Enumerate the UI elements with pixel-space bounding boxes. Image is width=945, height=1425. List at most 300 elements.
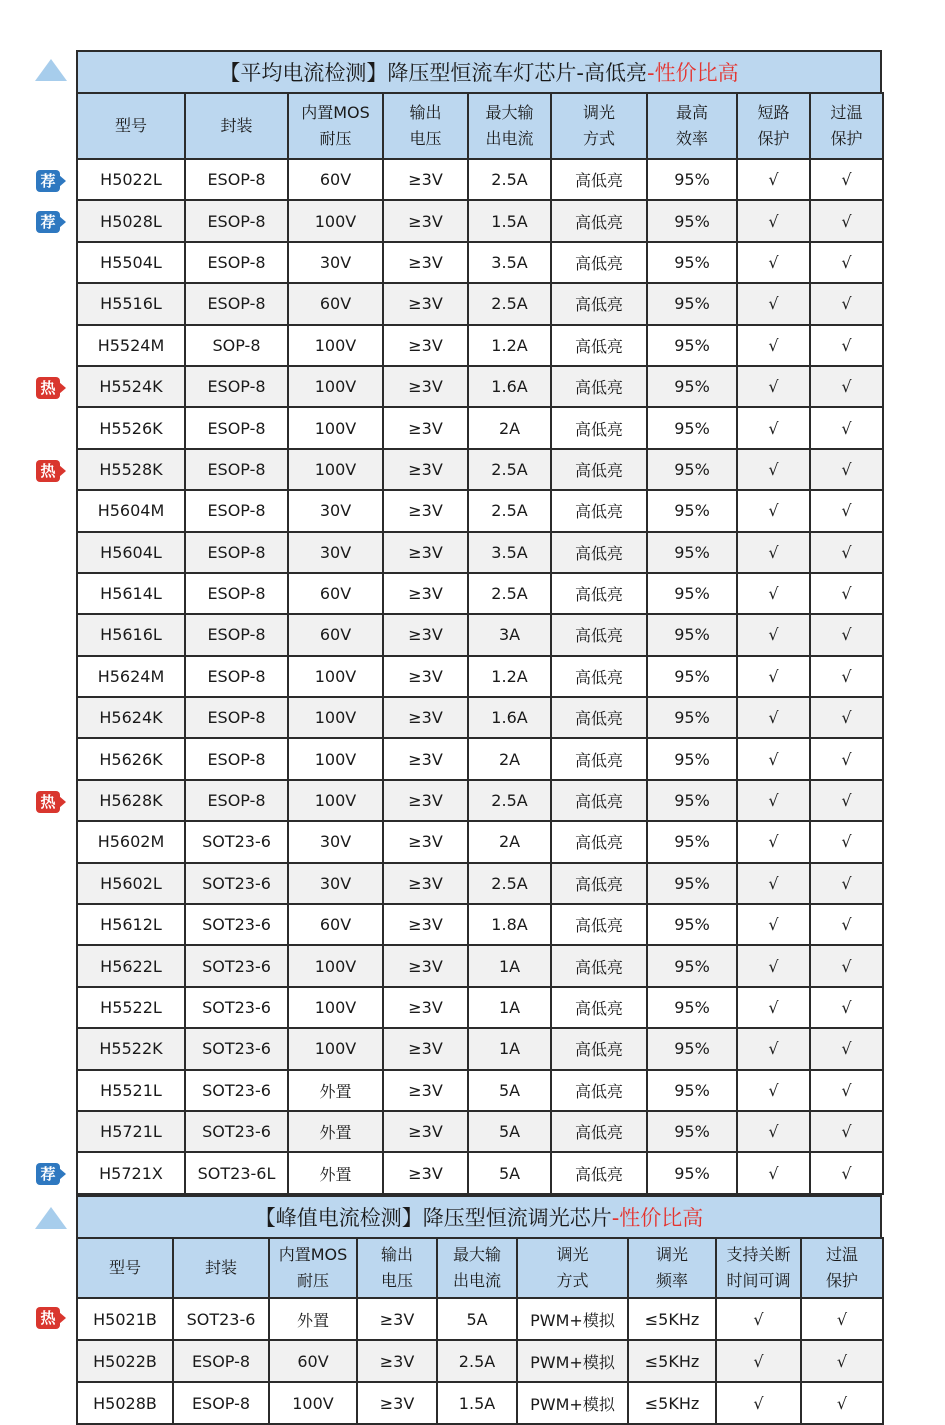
table-cell: ESOP-8 — [185, 656, 288, 697]
column-header-text: 型号 — [108, 1258, 141, 1277]
table-cell: ESOP-8 — [185, 242, 288, 283]
table-cell: H5624K — [77, 697, 185, 738]
column-header — [551, 93, 647, 159]
table-cell: ≥3V — [357, 1382, 437, 1424]
table-cell: SOT23-6 — [185, 987, 288, 1028]
table-cell: 高低亮 — [551, 780, 647, 821]
column-header-text: 封装 — [220, 116, 253, 135]
column-header-text: 保护 — [830, 129, 863, 148]
table-cell: H5504L — [77, 242, 185, 283]
table-cell: √ — [810, 325, 883, 366]
table-cell: H5022L — [77, 159, 185, 200]
table-cell: H5021B — [77, 1298, 173, 1340]
table-cell: √ — [810, 738, 883, 779]
badge-pointer — [59, 216, 66, 228]
table-cell: 95% — [647, 780, 737, 821]
recommend-badge-icon — [36, 1163, 66, 1185]
table-cell: 高低亮 — [551, 366, 647, 407]
table-cell: H5626K — [77, 738, 185, 779]
table-cell: 高低亮 — [551, 407, 647, 448]
table-cell: 60V — [269, 1340, 357, 1382]
table-cell: H5616L — [77, 614, 185, 655]
table-row — [77, 863, 883, 904]
table-cell: 30V — [288, 242, 383, 283]
table-cell: 2.5A — [468, 863, 551, 904]
column-header — [77, 93, 185, 159]
badge-label: 热 — [36, 791, 60, 813]
table-cell: 60V — [288, 904, 383, 945]
table-cell: ≥3V — [383, 656, 468, 697]
table-cell: 外置 — [269, 1298, 357, 1340]
table-cell: 1.5A — [468, 200, 551, 241]
table-cell: √ — [737, 738, 810, 779]
table-cell: 100V — [288, 325, 383, 366]
table-row — [77, 532, 883, 573]
table-cell: 100V — [288, 366, 383, 407]
table-cell: √ — [716, 1340, 801, 1382]
table-cell: ESOP-8 — [185, 780, 288, 821]
column-header-text: 型号 — [114, 116, 147, 135]
table-row — [77, 1382, 883, 1424]
table-cell: H5528K — [77, 449, 185, 490]
table-cell: 100V — [288, 1028, 383, 1069]
table-cell: 高低亮 — [551, 532, 647, 573]
column-header-text: 耐压 — [296, 1271, 329, 1290]
table-cell: √ — [737, 987, 810, 1028]
table-cell: 100V — [288, 987, 383, 1028]
hot-badge-icon — [36, 1307, 66, 1329]
table-row — [77, 366, 883, 407]
table-cell: √ — [737, 449, 810, 490]
table-cell: 高低亮 — [551, 863, 647, 904]
table-cell: ≤5KHz — [628, 1382, 716, 1424]
column-header — [357, 1238, 437, 1298]
table-cell: √ — [737, 573, 810, 614]
table-cell: PWM+模拟 — [517, 1382, 628, 1424]
table-cell: 1.2A — [468, 325, 551, 366]
table-cell: √ — [810, 407, 883, 448]
recommend-badge-icon — [36, 170, 66, 192]
table-cell: H5624M — [77, 656, 185, 697]
badge-pointer — [59, 175, 66, 187]
table-cell: ≥3V — [383, 283, 468, 324]
table-cell: √ — [737, 1028, 810, 1069]
section1-title — [76, 50, 882, 94]
table-cell: 95% — [647, 532, 737, 573]
table-row — [77, 1111, 883, 1152]
table-row — [77, 904, 883, 945]
triangle-icon — [35, 1207, 67, 1229]
table-cell: SOT23-6 — [185, 863, 288, 904]
column-header — [269, 1238, 357, 1298]
table-row — [77, 1298, 883, 1340]
hot-badge-icon — [36, 377, 66, 399]
column-header — [173, 1238, 269, 1298]
table-cell: H5622L — [77, 945, 185, 986]
column-header — [737, 93, 810, 159]
section1-title-highlight: -性价比高 — [647, 61, 739, 85]
table-cell: ≥3V — [383, 1028, 468, 1069]
table-row — [77, 490, 883, 531]
table-cell: 1.2A — [468, 656, 551, 697]
table-cell: 95% — [647, 697, 737, 738]
table-row — [77, 1070, 883, 1111]
table-cell: √ — [810, 904, 883, 945]
column-header-text: 输出 — [409, 103, 442, 122]
column-header — [628, 1238, 716, 1298]
table-cell: 30V — [288, 490, 383, 531]
table-row — [77, 945, 883, 986]
column-header-text: 保护 — [757, 129, 790, 148]
column-header — [716, 1238, 801, 1298]
table-cell: 5A — [468, 1070, 551, 1111]
table-cell: √ — [810, 945, 883, 986]
table-cell: H5522K — [77, 1028, 185, 1069]
table-cell: ESOP-8 — [185, 283, 288, 324]
table-cell: ESOP-8 — [185, 490, 288, 531]
table-cell: 100V — [288, 945, 383, 986]
table-cell: 高低亮 — [551, 490, 647, 531]
column-header — [647, 93, 737, 159]
section1-table — [76, 92, 884, 1195]
table-cell: 60V — [288, 283, 383, 324]
table-cell: 95% — [647, 366, 737, 407]
table-cell: ESOP-8 — [173, 1382, 269, 1424]
table-cell: ≥3V — [383, 904, 468, 945]
table-row — [77, 821, 883, 862]
table-cell: H5602M — [77, 821, 185, 862]
column-header-text: 内置MOS — [301, 103, 370, 122]
table-cell: 100V — [288, 738, 383, 779]
column-header — [801, 1238, 883, 1298]
table-cell: 高低亮 — [551, 614, 647, 655]
table-cell: √ — [810, 1152, 883, 1193]
table-cell: 95% — [647, 407, 737, 448]
table-cell: 100V — [288, 697, 383, 738]
table-cell: 1.6A — [468, 366, 551, 407]
table-row — [77, 987, 883, 1028]
table-cell: 95% — [647, 1152, 737, 1193]
table-cell: H5602L — [77, 863, 185, 904]
table-cell: 2.5A — [468, 159, 551, 200]
table-cell: 高低亮 — [551, 904, 647, 945]
table-cell: ≥3V — [383, 945, 468, 986]
table-cell: ≥3V — [383, 697, 468, 738]
table-cell: ≥3V — [383, 1152, 468, 1193]
table-cell: 95% — [647, 449, 737, 490]
table-cell: ≥3V — [383, 1070, 468, 1111]
table-cell: 1A — [468, 945, 551, 986]
column-header-text: 调光 — [556, 1245, 589, 1264]
table-cell: √ — [810, 780, 883, 821]
table-cell: 2A — [468, 407, 551, 448]
table-cell: 3A — [468, 614, 551, 655]
recommend-badge-icon — [36, 211, 66, 233]
table-row — [77, 159, 883, 200]
column-header — [810, 93, 883, 159]
badge-label: 热 — [36, 1307, 60, 1329]
column-header — [517, 1238, 628, 1298]
column-header-text: 效率 — [675, 129, 708, 148]
table-cell: 5A — [468, 1152, 551, 1193]
table-cell: 高低亮 — [551, 1152, 647, 1193]
table-cell: ≥3V — [383, 159, 468, 200]
table-cell: 95% — [647, 325, 737, 366]
table-cell: SOP-8 — [185, 325, 288, 366]
column-header-text: 最大输 — [452, 1245, 501, 1264]
table-cell: √ — [737, 159, 810, 200]
table-row — [77, 614, 883, 655]
table-cell: ESOP-8 — [185, 532, 288, 573]
table-cell: H5628K — [77, 780, 185, 821]
table-cell: 100V — [288, 407, 383, 448]
section2 — [76, 1195, 882, 1425]
table-cell: ≥3V — [383, 200, 468, 241]
table-cell: 高低亮 — [551, 1070, 647, 1111]
table-cell: √ — [737, 821, 810, 862]
table-cell: √ — [810, 697, 883, 738]
table-cell: 100V — [288, 200, 383, 241]
badge-pointer — [59, 1312, 66, 1324]
table-cell: ESOP-8 — [185, 697, 288, 738]
table-cell: √ — [810, 987, 883, 1028]
column-header-text: 内置MOS — [278, 1245, 348, 1264]
table-cell: ESOP-8 — [185, 449, 288, 490]
table-row — [77, 1340, 883, 1382]
table-cell: ESOP-8 — [185, 738, 288, 779]
table-cell: √ — [737, 366, 810, 407]
column-header-text: 调光 — [582, 103, 615, 122]
column-header-text: 方式 — [582, 129, 615, 148]
table-cell: √ — [810, 1028, 883, 1069]
table-cell: H5614L — [77, 573, 185, 614]
table-cell: ≥3V — [383, 242, 468, 283]
table-cell: 95% — [647, 904, 737, 945]
section2-title — [76, 1195, 882, 1239]
table-cell: 95% — [647, 490, 737, 531]
badge-pointer — [59, 465, 66, 477]
table-cell: 高低亮 — [551, 697, 647, 738]
section2-table — [76, 1237, 884, 1425]
column-header-text: 出电流 — [452, 1271, 501, 1290]
hot-badge-icon — [36, 791, 66, 813]
table-cell: ≥3V — [383, 738, 468, 779]
column-header-text: 电压 — [380, 1271, 413, 1290]
badge-pointer — [59, 1168, 66, 1180]
table-cell: √ — [737, 656, 810, 697]
table-cell: √ — [737, 200, 810, 241]
table-cell: 3.5A — [468, 242, 551, 283]
table-cell: 95% — [647, 1070, 737, 1111]
table-cell: 2A — [468, 738, 551, 779]
column-header — [383, 93, 468, 159]
table-cell: 外置 — [288, 1111, 383, 1152]
table-cell: ≥3V — [383, 449, 468, 490]
table-cell: PWM+模拟 — [517, 1298, 628, 1340]
table-cell: √ — [737, 1070, 810, 1111]
table-cell: 95% — [647, 614, 737, 655]
table-cell: √ — [801, 1298, 883, 1340]
table-row — [77, 242, 883, 283]
table-cell: √ — [737, 490, 810, 531]
table-cell: √ — [737, 532, 810, 573]
table-cell: ≥3V — [357, 1298, 437, 1340]
table-cell: H5526K — [77, 407, 185, 448]
table-cell: 高低亮 — [551, 821, 647, 862]
table-cell: ≥3V — [383, 863, 468, 904]
column-header-text: 调光 — [655, 1245, 688, 1264]
table-cell: 95% — [647, 242, 737, 283]
table-cell: ESOP-8 — [185, 366, 288, 407]
table-cell: √ — [810, 1111, 883, 1152]
table-cell: ≥3V — [383, 532, 468, 573]
table-cell: 95% — [647, 573, 737, 614]
table-cell: ≥3V — [383, 490, 468, 531]
table-row — [77, 449, 883, 490]
column-header-text: 过温 — [825, 1245, 858, 1264]
table-row — [77, 573, 883, 614]
table-row — [77, 780, 883, 821]
table-cell: 高低亮 — [551, 283, 647, 324]
table-cell: 1.6A — [468, 697, 551, 738]
table-cell: √ — [810, 614, 883, 655]
column-header-text: 电压 — [409, 129, 442, 148]
table-cell: H5522L — [77, 987, 185, 1028]
table-cell: √ — [810, 656, 883, 697]
table-cell: 3.5A — [468, 532, 551, 573]
table-cell: √ — [810, 449, 883, 490]
table-cell: 高低亮 — [551, 159, 647, 200]
table-cell: 高低亮 — [551, 200, 647, 241]
column-header-text: 最大输 — [485, 103, 534, 122]
table-cell: H5721X — [77, 1152, 185, 1193]
table-cell: √ — [810, 532, 883, 573]
table-cell: √ — [810, 242, 883, 283]
table-cell: SOT23-6 — [185, 1070, 288, 1111]
table-cell: √ — [810, 490, 883, 531]
table-cell: 60V — [288, 159, 383, 200]
badge-label: 荐 — [36, 211, 60, 233]
table-cell: 95% — [647, 283, 737, 324]
table-cell: 1A — [468, 1028, 551, 1069]
table-cell: √ — [737, 325, 810, 366]
column-header-text: 时间可调 — [726, 1271, 791, 1290]
table-cell: 2.5A — [468, 573, 551, 614]
badge-pointer — [59, 382, 66, 394]
table-cell: 95% — [647, 987, 737, 1028]
table-cell: 100V — [288, 449, 383, 490]
table-cell: H5516L — [77, 283, 185, 324]
table-row — [77, 1028, 883, 1069]
column-header — [437, 1238, 517, 1298]
table-cell: ≤5KHz — [628, 1298, 716, 1340]
table-cell: 高低亮 — [551, 325, 647, 366]
table-cell: √ — [737, 614, 810, 655]
column-header-text: 输出 — [380, 1245, 413, 1264]
table-cell: H5721L — [77, 1111, 185, 1152]
table-cell: √ — [716, 1382, 801, 1424]
table-cell: 100V — [288, 780, 383, 821]
table-cell: 100V — [288, 656, 383, 697]
table-cell: H5028L — [77, 200, 185, 241]
column-header-text: 最高 — [675, 103, 708, 122]
table-cell: SOT23-6 — [185, 904, 288, 945]
table-cell: √ — [737, 1111, 810, 1152]
table-cell: 2.5A — [468, 780, 551, 821]
table-cell: 外置 — [288, 1152, 383, 1193]
badge-pointer — [59, 796, 66, 808]
table-cell: 高低亮 — [551, 1111, 647, 1152]
table-cell: 95% — [647, 159, 737, 200]
column-header-text: 出电流 — [485, 129, 534, 148]
table-cell: √ — [737, 697, 810, 738]
table-cell: PWM+模拟 — [517, 1340, 628, 1382]
table-cell: 30V — [288, 863, 383, 904]
table-cell: SOT23-6L — [185, 1152, 288, 1193]
table-row — [77, 283, 883, 324]
table-cell: 高低亮 — [551, 987, 647, 1028]
table-cell: √ — [737, 945, 810, 986]
table-cell: √ — [801, 1340, 883, 1382]
table-cell: 95% — [647, 821, 737, 862]
column-header-text: 过温 — [830, 103, 863, 122]
badge-label: 荐 — [36, 1163, 60, 1185]
table-cell: 100V — [269, 1382, 357, 1424]
table-cell: 2A — [468, 821, 551, 862]
column-header-text: 短路 — [757, 103, 790, 122]
table-cell: 2.5A — [468, 490, 551, 531]
table-cell: ≥3V — [383, 407, 468, 448]
badge-label: 热 — [36, 460, 60, 482]
table-cell: √ — [810, 366, 883, 407]
table-cell: √ — [737, 283, 810, 324]
table-cell: 高低亮 — [551, 573, 647, 614]
column-header-text: 支持关断 — [726, 1245, 791, 1264]
badge-label: 荐 — [36, 170, 60, 192]
column-header-text: 频率 — [655, 1271, 688, 1290]
table-cell: 高低亮 — [551, 242, 647, 283]
table-cell: 高低亮 — [551, 449, 647, 490]
table-cell: 60V — [288, 573, 383, 614]
table-cell: 95% — [647, 863, 737, 904]
table-cell: ESOP-8 — [185, 614, 288, 655]
table-cell: 1A — [468, 987, 551, 1028]
table-cell: √ — [716, 1298, 801, 1340]
table-cell: 外置 — [288, 1070, 383, 1111]
section1-title-main: 【平均电流检测】降压型恒流车灯芯片-高低亮 — [219, 61, 647, 85]
table-cell: ESOP-8 — [185, 573, 288, 614]
table-cell: 30V — [288, 532, 383, 573]
table-cell: 95% — [647, 656, 737, 697]
table-cell: 95% — [647, 945, 737, 986]
table-cell: 2.5A — [437, 1340, 517, 1382]
table-cell: √ — [737, 242, 810, 283]
table-cell: √ — [810, 1070, 883, 1111]
section2-title-highlight: -性价比高 — [611, 1206, 704, 1230]
table-cell: 95% — [647, 1111, 737, 1152]
table-cell: ESOP-8 — [173, 1340, 269, 1382]
table-cell: √ — [810, 283, 883, 324]
table-row — [77, 656, 883, 697]
table-cell: √ — [810, 159, 883, 200]
table-cell: 5A — [437, 1298, 517, 1340]
table-cell: 5A — [468, 1111, 551, 1152]
table-cell: SOT23-6 — [185, 1028, 288, 1069]
table-cell: √ — [737, 407, 810, 448]
table-cell: √ — [810, 573, 883, 614]
table-cell: H5612L — [77, 904, 185, 945]
column-header-text: 耐压 — [319, 129, 352, 148]
